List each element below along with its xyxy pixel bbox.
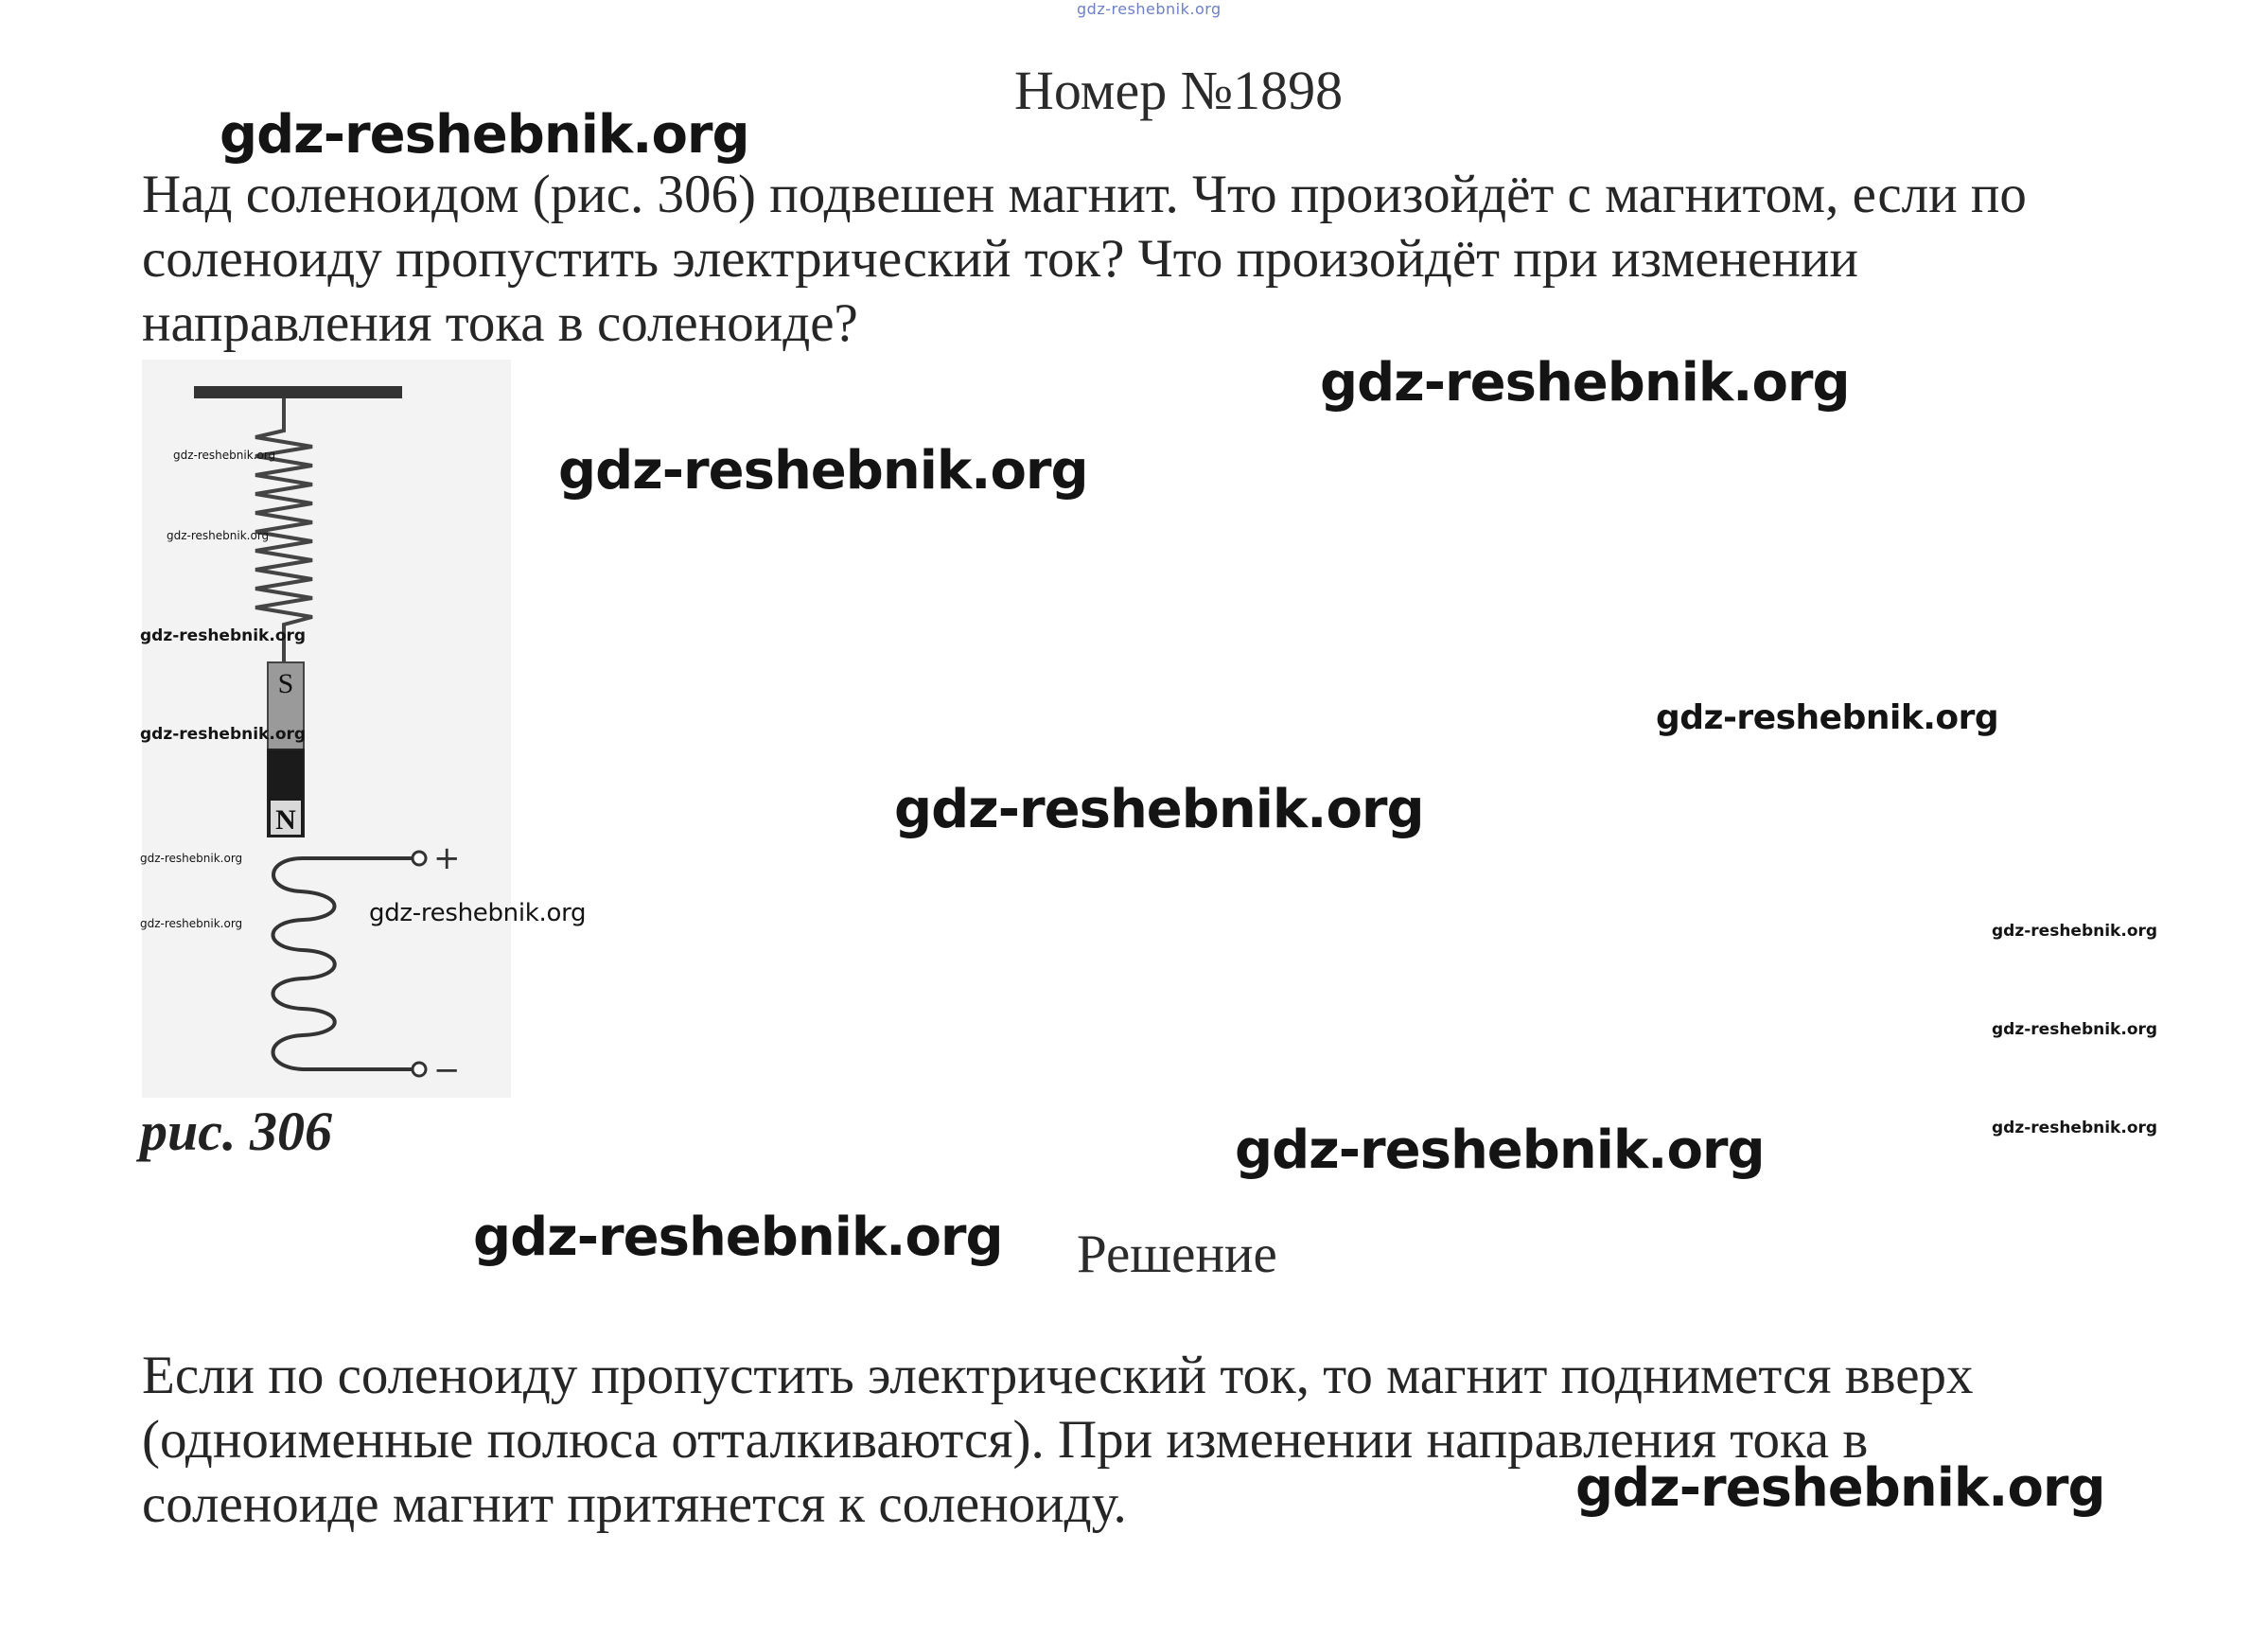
watermark: gdz-reshebnik.org	[167, 529, 270, 542]
watermark: gdz-reshebnik.org	[1656, 698, 1999, 737]
solution-line: Если по соленоиду пропустить электрический ток, то магнит поднимется вверх	[142, 1346, 1974, 1405]
watermark: gdz-reshebnik.org	[1992, 922, 2158, 941]
watermark: gdz-reshebnik.org	[473, 1207, 1003, 1268]
watermark: gdz-reshebnik.org	[173, 449, 276, 462]
terminal-plus	[413, 852, 426, 865]
watermark: gdz-reshebnik.org	[1320, 352, 1850, 414]
terminal-minus	[413, 1063, 426, 1076]
ceiling-bar	[194, 386, 402, 398]
solution-line: (одноименные полюса отталкиваются). При изменении направления тока в	[142, 1410, 1869, 1470]
watermark: gdz-reshebnik.org	[140, 725, 307, 744]
watermark: gdz-reshebnik.org	[140, 852, 243, 865]
watermark: gdz-reshebnik.org	[1235, 1119, 1765, 1181]
solution-line: соленоиде магнит притянется к соленоиду.	[142, 1474, 1127, 1534]
watermark: gdz-reshebnik.org	[894, 779, 1424, 840]
watermark: gdz-reshebnik.org	[140, 917, 243, 930]
watermark: gdz-reshebnik.org	[558, 440, 1088, 502]
terminal-minus-sign: −	[433, 1051, 461, 1089]
watermark: gdz-reshebnik.org	[1992, 1020, 2158, 1039]
top-watermark: gdz-reshebnik.org	[1077, 0, 1222, 18]
figure-caption: рис. 306	[140, 1101, 332, 1162]
watermark: gdz-reshebnik.org	[140, 626, 307, 645]
problem-statement	[142, 163, 2205, 356]
watermark: gdz-reshebnik.org	[1992, 1119, 2158, 1137]
problem-line: соленоиду пропустить электрический ток? Что произойдёт при изменении	[142, 229, 1858, 289]
problem-line: Над соленоидом (рис. 306) подвешен магнит. Что произойдёт с магнитом, если по	[142, 165, 2027, 224]
problem-line: направления тока в соленоиде?	[142, 293, 858, 353]
watermark: gdz-reshebnik.org	[369, 899, 587, 927]
terminal-plus-sign: +	[433, 839, 461, 877]
magnet-pole-n: N	[275, 804, 296, 836]
watermark: gdz-reshebnik.org	[1575, 1457, 2105, 1519]
watermark: gdz-reshebnik.org	[220, 104, 749, 166]
magnet-pole-s: S	[277, 668, 294, 699]
solution-heading: Решение	[1077, 1225, 1277, 1284]
problem-title: Номер №1898	[1014, 60, 1344, 121]
